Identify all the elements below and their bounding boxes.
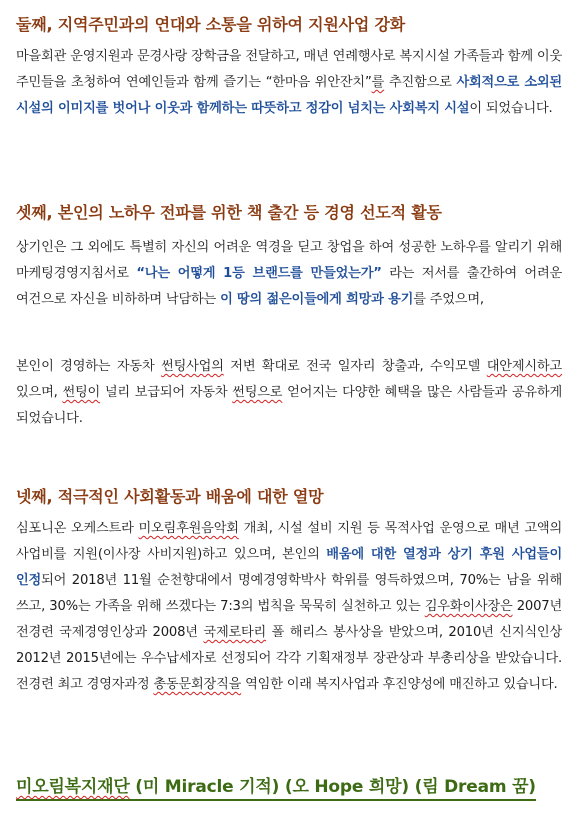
text-run: 되어 2018년 11월 순천향대에서 명예경영학박사 학위를 영득하였으며, 70%는 남을 위해 쓰고, 30%는 가족을 위해 쓰겠다는 7:3의 법칙을 묵묵히 실천하고 있는 bbox=[16, 573, 562, 614]
book-title-quote: “나는 어떻게 1등 브랜드를 만들었는가” bbox=[136, 266, 382, 281]
text-run: 널리 보급되어 자동차 bbox=[100, 385, 233, 400]
text-run: 상기인은 그 외에도 특별히 자신의 어려운 역경을 딛고 창업을 하여 성공한 노하우를 알리기 위해 마케팅경영지침서로 bbox=[16, 240, 562, 281]
text-run: 를 주었으며, bbox=[413, 292, 484, 307]
text-run: 마을회관 운영지원과 문경사랑 장학금을 전달하고, 매년 연례행사로 복지시설 가족들과 함께 이웃 주민들을 초청하여 연예인들과 함께 즐기는 “한마음 위안잔치” bbox=[16, 49, 562, 90]
text-run-spellcheck: 국제로타리 bbox=[203, 625, 267, 640]
text-run: 2007년 전경련 국제경영인상과 2008년 bbox=[16, 599, 562, 640]
text-run: 본인이 경영하는 자동차 bbox=[16, 359, 162, 374]
text-run: 라는 저서를 출간하여 어려운 여건으로 자신을 비하하며 낙담하는 bbox=[16, 266, 563, 307]
text-run-spellcheck: 김우화이사장은 bbox=[424, 599, 513, 614]
section-second-paragraph bbox=[16, 44, 562, 122]
text-run-spellcheck: 를 bbox=[371, 75, 385, 90]
text-run: 있으며, bbox=[16, 385, 63, 400]
text-run-spellcheck: 미오림후원음악회 bbox=[138, 521, 239, 536]
text-run-spellcheck: 총동문회장직을 bbox=[153, 677, 242, 692]
text-run: 심포니온 오케스트라 bbox=[16, 521, 139, 536]
text-run: 저변 확대로 전국 일자리 창출과, 수익모델 bbox=[223, 359, 487, 374]
text-run-spellcheck: 썬팅사업의 bbox=[161, 359, 224, 374]
section-heading-second: 둘째, 지역주민과의 연대와 소통을 위하여 지원사업 강화 bbox=[16, 15, 405, 34]
text-run-spellcheck: 썬팅이 bbox=[62, 385, 101, 400]
section-third-paragraph-1 bbox=[16, 235, 562, 313]
section-heading-third: 셋째, 본인의 노하우 전파를 위한 책 출간 등 경영 선도적 활동 bbox=[16, 203, 442, 222]
section-third-paragraph-2 bbox=[16, 354, 562, 432]
text-run: 얻어지는 다양한 혜택을 많은 사람들과 공유하게 되었습니다. bbox=[16, 385, 562, 426]
highlight-text: 이 땅의 젊은이들에게 희망과 용기 bbox=[220, 292, 414, 307]
highlight-text: 사회적으로 소외된 시설의 이미지를 벗어나 이웃과 함께하는 따뜻하고 정감이 넘치는 사회복지 시설 bbox=[16, 75, 562, 116]
text-run-spellcheck: 대안제시하고 bbox=[486, 359, 562, 374]
text-run: 이 되었습니다. bbox=[469, 101, 553, 116]
text-run: 폴 해리스 봉사상을 받았으며, 2010년 신지식인상 2012년 2015년에는 우수납세자로 선정되어 각각 기획재정부 장관상과 부총리상을 받았습니다. 전경련 최고 경영자과정 bbox=[16, 625, 562, 692]
foundation-name-footer bbox=[16, 772, 568, 797]
text-run: 추진함으로 bbox=[384, 75, 457, 90]
text-run: 개최, 시설 설비 지원 등 목적사업 운영으로 매년 고액의 사업비를 지원(이사장 사비지원)하고 있으며, 본인의 bbox=[16, 521, 562, 562]
foundation-name-meaning: (미 Miracle 기적) (오 Hope 희망) (림 Dream 꿈) bbox=[130, 777, 536, 801]
foundation-name: 미오림복지재단 bbox=[16, 777, 130, 801]
text-run: 역임한 이래 복지사업과 후진양성에 매진하고 있습니다. bbox=[241, 677, 558, 692]
highlight-text: 배움에 대한 열정과 상기 후원 사업들이 인정 bbox=[16, 547, 562, 588]
text-run-spellcheck: 썬팅으로 bbox=[232, 385, 283, 400]
section-fourth-paragraph bbox=[16, 516, 562, 698]
section-heading-fourth: 넷째, 적극적인 사회활동과 배움에 대한 열망 bbox=[16, 487, 324, 506]
